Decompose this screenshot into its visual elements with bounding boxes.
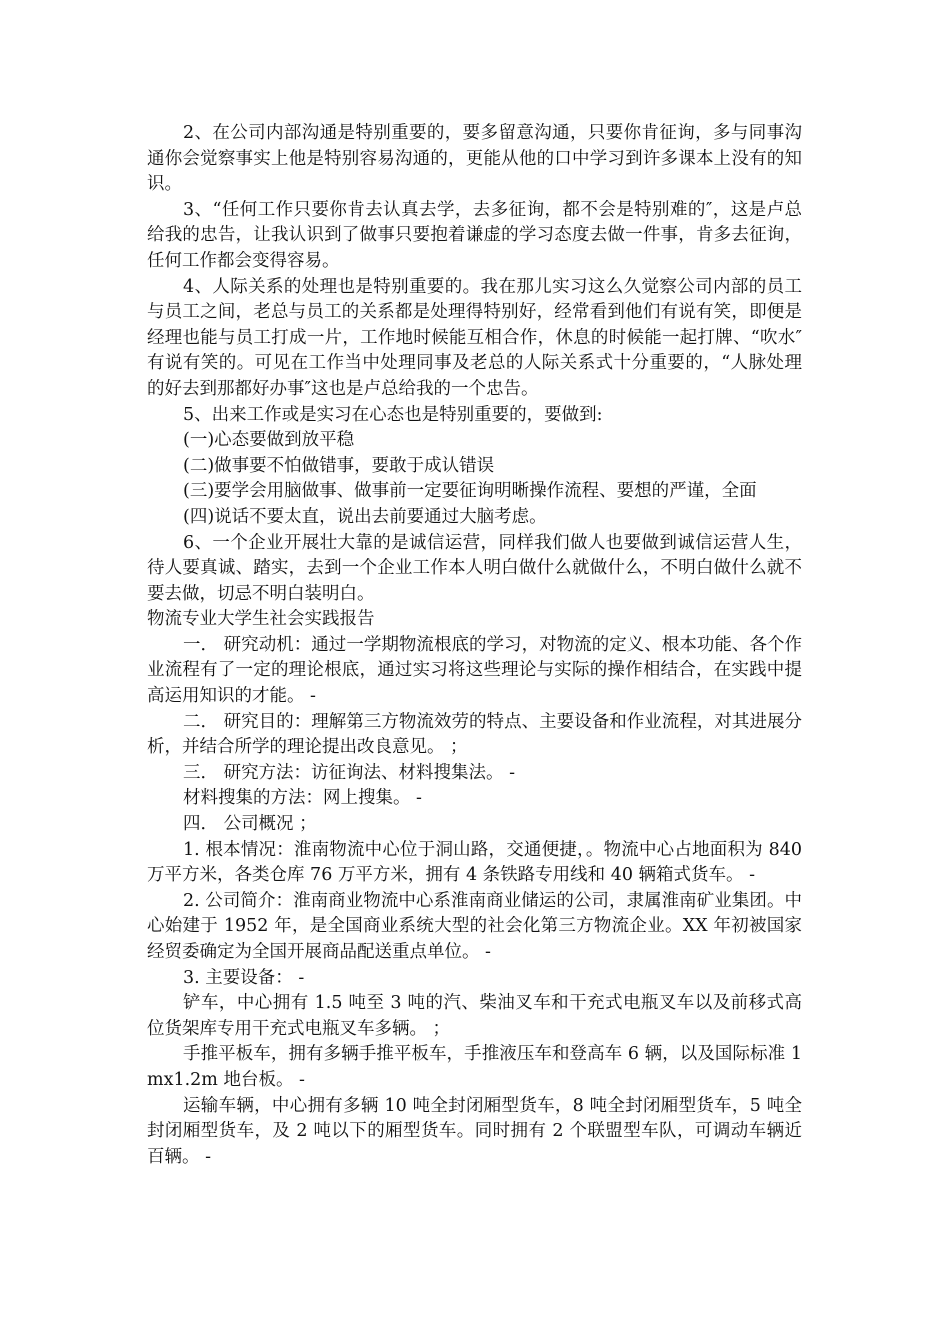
list-item-mindset-4: (四)说话不要太直，说出去前要通过大脑考虑。 xyxy=(183,506,547,527)
paragraph-basic-info: 1. 根本情况：淮南物流中心位于洞山路，交通便捷，。物流中心占地面积为 840 万平方米，各类仓库 76 万平方米，拥有 4 条铁路专用线和 40 辆箱式货车。 - xyxy=(147,839,802,886)
paragraph-point-5: 5、出来工作或是实习在心态也是特别重要的，要做到: xyxy=(183,404,603,425)
paragraph-company-overview: 四． 公司概况 ； xyxy=(183,814,317,835)
paragraph-method: 三． 研究方法：访征询法、材料搜集法。 - xyxy=(183,762,516,783)
section-heading: 物流专业大学生社会实践报告 xyxy=(147,609,375,630)
paragraph-point-6: 6、一个企业开展壮大靠的是诚信运营，同样我们做人也要做到诚信运营人生，待人要真诚、踏实，去到一个企业工作本人明白做什么就做什么，不明白做什么就不要去做，切忌不明白装明白。 xyxy=(147,532,802,604)
paragraph-company-intro: 2. 公司简介：淮南商业物流中心系淮南商业储运的公司，隶属淮南矿业集团。中心始建于 1952 年，是全国商业系统大型的社会化第三方物流企业。XX 年初被国家经贸委确定为全国开展商品配送重点单位。 - xyxy=(147,890,802,962)
paragraph-forklifts: 铲车，中心拥有 1.5 吨至 3 吨的汽、柴油叉车和干充式电瓶叉车以及前移式高位货架库专用干充式电瓶叉车多辆。 ； xyxy=(147,993,802,1039)
list-item-mindset-1: (一)心态要做到放平稳 xyxy=(183,430,355,451)
document-body xyxy=(147,121,802,1170)
list-item-mindset-3: (三)要学会用脑做事、做事前一定要征询明晰操作流程、要想的严谨，全面 xyxy=(183,481,757,502)
paragraph-collection-method: 材料搜集的方法：网上搜集。 - xyxy=(183,788,422,809)
paragraph-point-2: 2、在公司内部沟通是特别重要的，要多留意沟通，只要你肯征询，多与同事沟通你会觉察事实上他是特别容易沟通的，更能从他的口中学习到许多课本上没有的知识。 xyxy=(147,123,802,195)
paragraph-main-equipment: 3. 主要设备： - xyxy=(183,967,305,988)
paragraph-transport-vehicles: 运输车辆，中心拥有多辆 10 吨全封闭厢型货车，8 吨全封闭厢型货车，5 吨全封闭厢型货车，及 2 吨以下的厢型货车。同时拥有 2 个联盟型车队，可调动车辆近百辆。 - xyxy=(147,1095,802,1167)
paragraph-point-3: 3、“任何工作只要你肯去认真去学，去多征询，都不会是特别难的″，这是卢总给我的忠告，让我认识到了做事只要抱着谦虚的学习态度去做一件事，肯多去征询，任何工作都会变得容易。 xyxy=(147,199,802,271)
paragraph-handcarts: 手推平板车，拥有多辆手推平板车，手推液压车和登高车 6 辆，以及国际标准 1mx1.2m 地台板。 - xyxy=(147,1044,802,1090)
paragraph-motivation: 一． 研究动机：通过一学期物流根底的学习，对物流的定义、根本功能、各个作业流程有了一定的理论根底，通过实习将这些理论与实际的操作相结合，在实践中提高运用知识的才能。 - xyxy=(147,634,802,707)
paragraph-point-4: 4、人际关系的处理也是特别重要的。我在那儿实习这么久觉察公司内部的员工与员工之间，老总与员工的关系都是处理得特别好，经常看到他们有说有笑，即便是经理也能与员工打成一片，工作地时候能互相合作，休息的时候能一起打牌、“吹水″有说有笑的。可见在工作当中处理同事及老总的人际关系式十分重要的，“人脉处理的好去到那都好办事″这也是卢总给我的一个忠告。 xyxy=(147,276,802,399)
paragraph-purpose: 二． 研究目的：理解第三方物流效劳的特点、主要设备和作业流程，对其进展分析，并结合所学的理论提出改良意见。 ； xyxy=(147,711,802,758)
list-item-mindset-2: (二)做事要不怕做错事，要敢于成认错误 xyxy=(183,455,495,476)
